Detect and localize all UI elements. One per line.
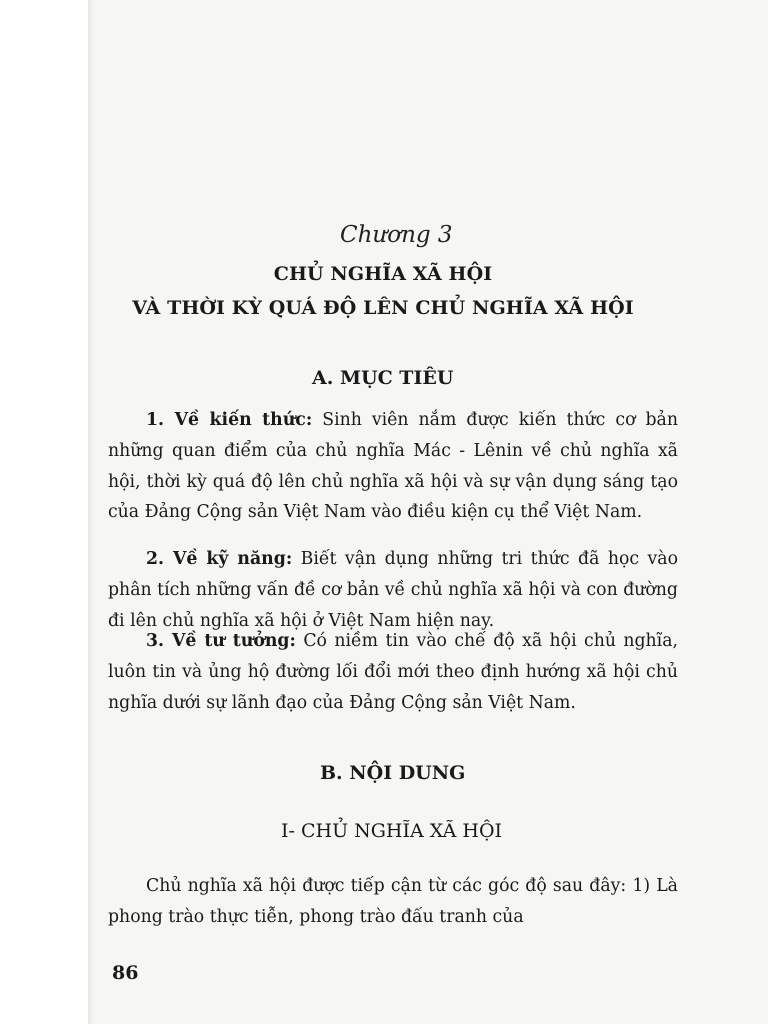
section-b-heading: B. NỘI DUNG: [320, 762, 466, 784]
objective-knowledge-text: Sinh viên nắm được kiến thức cơ bản những quan điểm của chủ nghĩa Mác - Lênin về chủ nghĩa xã hội, thời kỳ quá độ lên chủ nghĩa xã hội và sự vận dụng sáng tạo của Đảng Cộng sản Việt Nam vào điều kiện cụ thể Việt Nam.: [108, 410, 678, 523]
chapter-title-line-2: VÀ THỜI KỲ QUÁ ĐỘ LÊN CHỦ NGHĨA XÃ HỘI: [132, 297, 634, 319]
objective-skills: [108, 544, 678, 636]
chapter-title-line-1: CHỦ NGHĨA XÃ HỘI: [273, 263, 493, 285]
book-page: [88, 0, 768, 1024]
objective-knowledge-lead: 1. Về kiến thức:: [146, 410, 313, 430]
section-b-subheading: I- CHỦ NGHĨA XÃ HỘI: [281, 820, 503, 842]
objective-ideology: [108, 626, 678, 718]
objective-skills-text: Biết vận dụng những tri thức đã học vào phân tích những vấn đề cơ bản về chủ nghĩa xã hội và con đường đi lên chủ nghĩa xã hội ở Việt Nam hiện nay.: [108, 549, 678, 631]
objective-knowledge: [108, 405, 678, 528]
section-a-heading: A. MỤC TIÊU: [312, 367, 454, 389]
content-intro-text: Chủ nghĩa xã hội được tiếp cận từ các góc độ sau đây: 1) Là phong trào thực tiễn, phong trào đấu tranh của: [108, 876, 678, 927]
objective-skills-lead: 2. Về kỹ năng:: [146, 549, 293, 569]
content-intro-paragraph: [108, 871, 678, 933]
chapter-label: Chương 3: [340, 222, 453, 248]
page-number: 86: [112, 962, 139, 984]
objective-ideology-text: Có niềm tin vào chế độ xã hội chủ nghĩa, luôn tin và ủng hộ đường lối đổi mới theo định hướng xã hội chủ nghĩa dưới sự lãnh đạo của Đảng Cộng sản Việt Nam.: [108, 631, 679, 713]
objective-ideology-lead: 3. Về tư tưởng:: [146, 631, 296, 651]
